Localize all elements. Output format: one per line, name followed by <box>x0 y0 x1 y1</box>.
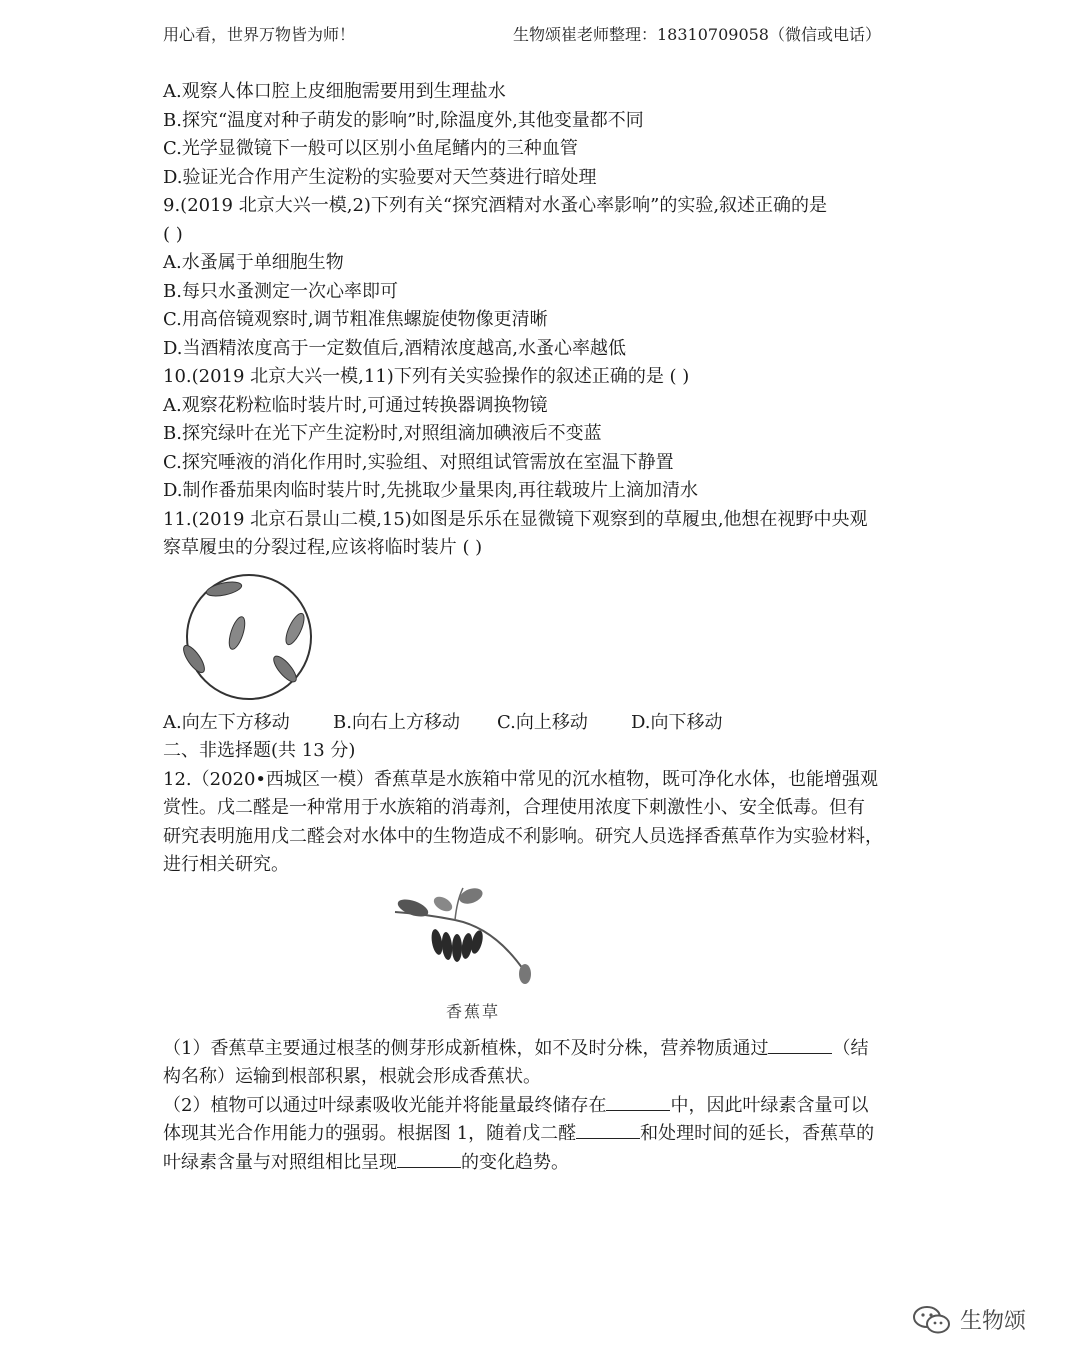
q12-part2-text-f: 的变化趋势。 <box>461 1151 569 1173</box>
paramecium-view-illustration <box>179 573 319 701</box>
q12-intro-line2: 赏性。戊二醛是一种常用于水族箱的消毒剂，合理使用浓度下刺激性小、安全低毒。但有 <box>163 797 865 818</box>
q8-option-c: C.光学显微镜下一般可以区别小鱼尾鳍内的三种血管 <box>163 138 578 159</box>
microscope-field-figure <box>163 573 923 703</box>
q11-option-a: A.向左下方移动 <box>163 711 290 733</box>
q12-intro-line1: 12.（2020•西城区一模）香蕉草是水族箱中常见的沉水植物，既可净化水体，也能增强观 <box>163 768 879 790</box>
q12-part2-text-e: 叶绿素含量与对照组相比呈现 <box>163 1151 397 1173</box>
q12-part2-line2 <box>163 1120 923 1149</box>
document-body <box>163 78 923 1177</box>
q11-stem-line1: 11.(2019 北京石景山二模,15)如图是乐乐在显微镜下观察到的草履虫,他想在视野中央观 <box>163 508 868 530</box>
answer-blank-2[interactable] <box>606 1092 670 1111</box>
banana-plant-illustration <box>385 884 535 994</box>
q9-option-d: D.当酒精浓度高于一定数值后,酒精浓度越高,水蚤心率越低 <box>163 337 626 359</box>
q9-stem: 9.(2019 北京大兴一模,2)下列有关“探究酒精对水蚤心率影响”的实验,叙述正确的是 <box>163 195 828 216</box>
q12-part1-text-b: （结 <box>832 1037 869 1059</box>
answer-blank-1[interactable] <box>768 1035 832 1054</box>
header-contact: 生物颂崔老师整理：18310709058（微信或电话） <box>513 25 881 44</box>
q12-intro-line4: 进行相关研究。 <box>163 854 289 875</box>
q12-intro-line3: 研究表明施用戊二醛会对水体中的生物造成不利影响。研究人员选择香蕉草作为实验材料， <box>163 825 883 847</box>
figure-caption: 香蕉草 <box>446 1001 501 1021</box>
q12-part2-text-b: 中，因此叶绿素含量可以 <box>670 1094 869 1116</box>
q12-part2-line1 <box>163 1092 923 1121</box>
q10-option-d: D.制作番茄果肉临时装片时,先挑取少量果肉,再往载玻片上滴加清水 <box>163 480 698 501</box>
q9-answer-paren: ( ) <box>163 223 183 245</box>
banana-plant-figure <box>163 884 923 1029</box>
wechat-icon <box>912 1304 952 1336</box>
header-motto: 用心看，世界万物皆为师！ <box>163 25 356 44</box>
q11-option-b: B.向右上方移动 <box>333 711 460 733</box>
q11-option-d: D.向下移动 <box>631 711 723 733</box>
q10-option-b: B.探究绿叶在光下产生淀粉时,对照组滴加碘液后不变蓝 <box>163 423 602 444</box>
q11-stem-line2: 察草履虫的分裂过程,应该将临时装片 ( ) <box>163 537 483 558</box>
q9-option-b: B.每只水蚤测定一次心率即可 <box>163 280 398 302</box>
q10-option-a: A.观察花粉粒临时装片时,可通过转换器调换物镜 <box>163 394 548 416</box>
q12-part1-line2: 构名称）运输到根部积累，根就会形成香蕉状。 <box>163 1066 541 1087</box>
q10-option-c: C.探究唾液的消化作用时,实验组、对照组试管需放在室温下静置 <box>163 451 674 473</box>
q11-option-c: C.向上移动 <box>497 711 588 733</box>
section-two-title: 二、非选择题(共 13 分) <box>163 740 356 761</box>
watermark-text: 生物颂 <box>960 1309 1027 1334</box>
q12-part1-line1 <box>163 1035 923 1064</box>
q9-option-a: A.水蚤属于单细胞生物 <box>163 252 344 273</box>
q12-part2-text-c: 体现其光合作用能力的强弱。根据图 1，随着戊二醛 <box>163 1123 577 1144</box>
page-header <box>163 22 923 50</box>
q12-part2-text-a: （2）植物可以通过叶绿素吸收光能并将能量最终储存在 <box>163 1094 607 1116</box>
answer-blank-3[interactable] <box>576 1120 640 1139</box>
q10-stem: 10.(2019 北京大兴一模,11)下列有关实验操作的叙述正确的是 ( ) <box>163 366 690 387</box>
answer-blank-4[interactable] <box>397 1149 461 1168</box>
q12-part2-text-d: 和处理时间的延长，香蕉草的 <box>640 1123 875 1144</box>
q9-option-c: C.用高倍镜观察时,调节粗准焦螺旋使物像更清晰 <box>163 309 548 330</box>
q8-option-a: A.观察人体口腔上皮细胞需要用到生理盐水 <box>163 81 506 102</box>
q12-part1-text-a: （1）香蕉草主要通过根茎的侧芽形成新植株，如不及时分株，营养物质通过 <box>163 1037 769 1059</box>
q12-part2-line3 <box>163 1149 923 1178</box>
q8-option-d: D.验证光合作用产生淀粉的实验要对天竺葵进行暗处理 <box>163 166 597 188</box>
q8-option-b: B.探究“温度对种子萌发的影响”时,除温度外,其他变量都不同 <box>163 109 644 131</box>
q11-options <box>163 709 923 738</box>
